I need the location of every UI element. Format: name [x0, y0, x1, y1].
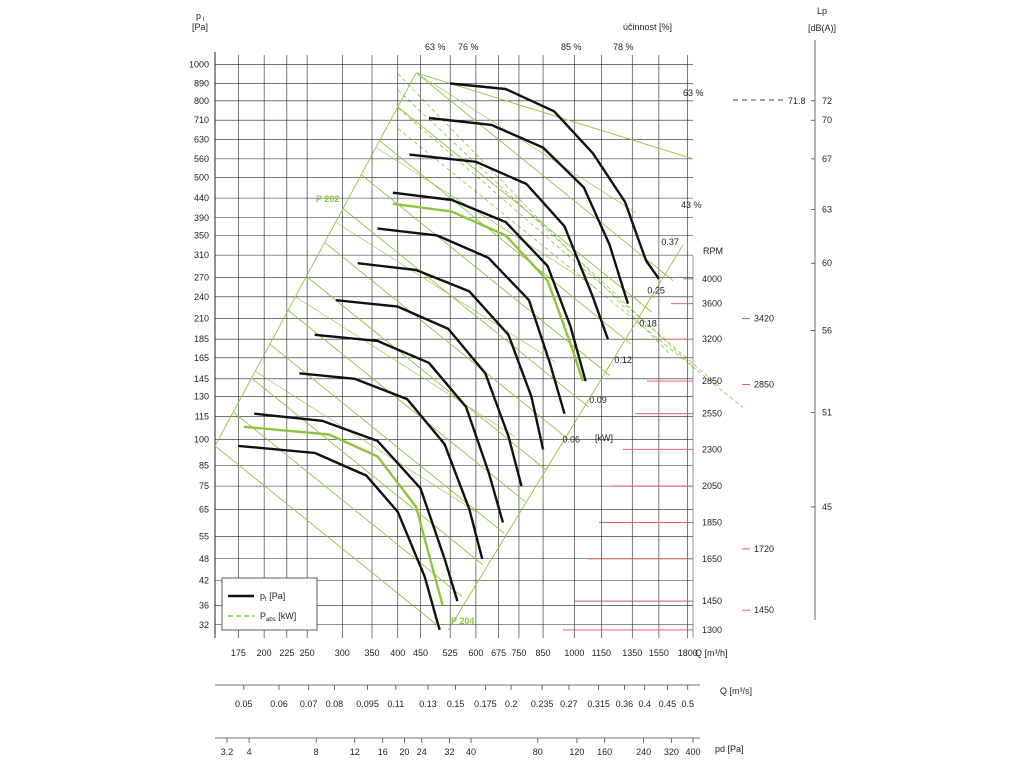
right-tick-label: 63 — [822, 204, 833, 215]
y-tick-label: 240 — [193, 291, 209, 302]
secondary-tick-label: 0.175 — [474, 699, 497, 709]
secondary-axis-pd-label: pd [Pa] — [715, 744, 744, 754]
y-tick-label: 350 — [193, 230, 209, 241]
x-tick-label: 750 — [511, 648, 527, 658]
secondary-tick-label: 40 — [466, 747, 477, 757]
legend-item-pabs: $P_{abs}$ [kW] — [260, 611, 297, 623]
secondary-tick-label: 8 — [313, 747, 319, 757]
y-tick-label: 115 — [194, 411, 209, 422]
x-tick-label: 1350 — [622, 648, 643, 658]
lp-marker-value: 71.8 — [788, 96, 806, 106]
rpm-value: 2550 — [702, 408, 723, 419]
x-tick-label: 450 — [412, 648, 428, 658]
y-tick-label: 185 — [193, 334, 209, 345]
efficiency-side-63: 63 % — [683, 88, 704, 98]
secondary-tick-label: 0.5 — [681, 699, 694, 709]
secondary-tick-label: 0.45 — [658, 699, 677, 709]
right-tick-label: 67 — [822, 153, 833, 164]
x-tick-label: 250 — [299, 648, 315, 658]
highlight-label-p202: P 202 — [316, 194, 340, 204]
x-tick-label: 600 — [468, 648, 484, 658]
legend — [222, 578, 317, 630]
rpm-value: 3200 — [702, 334, 723, 345]
y-tick-label: 100 — [193, 434, 209, 445]
secondary-tick-label: 0.07 — [299, 699, 318, 709]
y-tick-label: 55 — [198, 531, 209, 542]
x-tick-label: 200 — [256, 648, 272, 658]
other-speed-value: 1720 — [754, 543, 775, 554]
y-tick-label: 36 — [198, 600, 209, 611]
efficiency-top-76: 76 % — [458, 42, 479, 52]
y-tick-label: 65 — [198, 504, 209, 515]
y-tick-label: 390 — [193, 212, 209, 223]
right-tick-label: 70 — [822, 115, 833, 126]
x-tick-label: 1150 — [591, 648, 612, 658]
secondary-tick-label: 160 — [597, 747, 613, 757]
y-tick-label: 710 — [193, 115, 209, 126]
secondary-tick-label: 0.06 — [270, 699, 288, 709]
right-tick-label: 45 — [822, 501, 833, 512]
secondary-tick-label: 80 — [532, 747, 543, 757]
y-axis-label: p — [196, 11, 202, 21]
secondary-tick-label: 0.13 — [419, 699, 437, 709]
secondary-tick-label: 0.2 — [504, 699, 518, 709]
x-tick-label: 175 — [230, 648, 246, 658]
secondary-tick-label: 0.27 — [560, 699, 578, 709]
right-axis-unit: [dB(A)] — [808, 23, 837, 33]
rpm-value: 3600 — [702, 298, 723, 309]
right-axis-label: Lp — [817, 6, 828, 16]
secondary-tick-label: 4 — [246, 747, 252, 757]
y-tick-label: 800 — [193, 95, 209, 106]
right-tick-label: 51 — [822, 407, 833, 418]
y-tick-label: 210 — [193, 313, 209, 324]
secondary-tick-label: 240 — [636, 747, 652, 757]
secondary-tick-label: 400 — [685, 747, 701, 757]
efficiency-side-43: 43 % — [681, 200, 702, 210]
secondary-tick-label: 0.05 — [235, 699, 253, 709]
x-tick-label: 225 — [279, 648, 295, 658]
secondary-tick-label: 24 — [416, 747, 427, 757]
y-tick-label: 145 — [193, 373, 209, 384]
x-tick-label: 525 — [442, 648, 458, 658]
y-tick-label: 42 — [198, 575, 209, 586]
rpm-value: 1450 — [702, 596, 723, 607]
x-tick-label: 400 — [390, 648, 406, 658]
x-axis-label: Q [m³/h] — [695, 648, 728, 658]
secondary-tick-label: 0.235 — [530, 699, 554, 709]
secondary-tick-label: 32 — [444, 747, 455, 757]
power-value: 0.12 — [614, 354, 632, 365]
legend-item-pt: $p_t$ [Pa] — [260, 591, 286, 603]
secondary-tick-label: 0.4 — [638, 699, 651, 709]
x-tick-label: 350 — [364, 648, 380, 658]
secondary-tick-label: 0.11 — [387, 699, 405, 709]
other-speed-value: 3420 — [754, 313, 775, 324]
rpm-value: 2050 — [702, 481, 723, 492]
other-speed-value: 2850 — [754, 379, 775, 390]
secondary-tick-label: 0.36 — [615, 699, 634, 709]
rpm-value: 4000 — [702, 273, 723, 284]
power-value: 0.18 — [639, 318, 657, 329]
y-axis-unit: [Pa] — [192, 22, 209, 32]
secondary-tick-label: 20 — [399, 747, 410, 757]
y-axis-label-sub: t — [203, 17, 205, 23]
power-value: 0.09 — [589, 394, 607, 405]
y-tick-label: 32 — [198, 619, 209, 630]
efficiency-top-85: 85 % — [561, 42, 582, 52]
power-value: 0.06 — [562, 434, 581, 445]
secondary-tick-label: 0.08 — [325, 699, 344, 709]
y-tick-label: 75 — [198, 481, 209, 492]
y-tick-label: 130 — [193, 391, 209, 402]
secondary-tick-label: 12 — [349, 747, 360, 757]
secondary-axis-q-label: Q [m³/s] — [720, 686, 752, 696]
y-tick-label: 560 — [193, 153, 209, 164]
x-tick-label: 850 — [535, 648, 551, 658]
y-tick-label: 500 — [193, 172, 209, 183]
secondary-tick-label: 320 — [663, 747, 679, 757]
x-tick-label: 1000 — [564, 648, 585, 658]
x-tick-label: 300 — [334, 648, 350, 658]
secondary-tick-label: 16 — [377, 747, 388, 757]
rpm-value: 1650 — [702, 553, 723, 564]
rpm-value: 2300 — [702, 444, 723, 455]
x-tick-label: 1800 — [677, 648, 698, 658]
y-tick-label: 85 — [198, 460, 209, 471]
y-tick-label: 310 — [193, 250, 209, 261]
right-tick-label: 72 — [822, 95, 833, 106]
rpm-axis-label: RPM — [703, 246, 723, 256]
right-tick-label: 60 — [822, 258, 833, 269]
efficiency-label: účinnost [%] — [623, 22, 673, 32]
y-tick-label: 440 — [193, 193, 209, 204]
highlight-label-p204: P 204 — [451, 616, 475, 626]
efficiency-top-78: 78 % — [613, 42, 634, 52]
y-tick-label: 165 — [193, 352, 209, 363]
secondary-tick-label: 3.2 — [220, 747, 234, 757]
secondary-tick-label: 0.15 — [446, 699, 465, 709]
y-tick-label: 270 — [193, 272, 209, 283]
rpm-value: 1300 — [702, 624, 723, 635]
power-value: 0.25 — [647, 285, 665, 296]
power-unit-label: [kW] — [595, 433, 613, 443]
x-tick-label: 1550 — [648, 648, 669, 658]
y-tick-label: 1000 — [188, 59, 209, 70]
x-tick-label: 675 — [491, 648, 507, 658]
y-tick-label: 48 — [198, 553, 209, 564]
secondary-tick-label: 0.095 — [356, 699, 379, 709]
secondary-tick-label: 0.315 — [587, 699, 610, 709]
right-tick-label: 56 — [822, 325, 833, 336]
rpm-value: 1850 — [702, 517, 723, 528]
rpm-value: 2850 — [702, 376, 723, 387]
y-tick-label: 890 — [193, 78, 209, 89]
efficiency-top-63: 63 % — [425, 42, 446, 52]
y-tick-label: 630 — [193, 134, 209, 145]
secondary-tick-label: 120 — [569, 747, 585, 757]
power-value: 0.37 — [661, 236, 679, 247]
other-speed-value: 1450 — [754, 605, 775, 616]
